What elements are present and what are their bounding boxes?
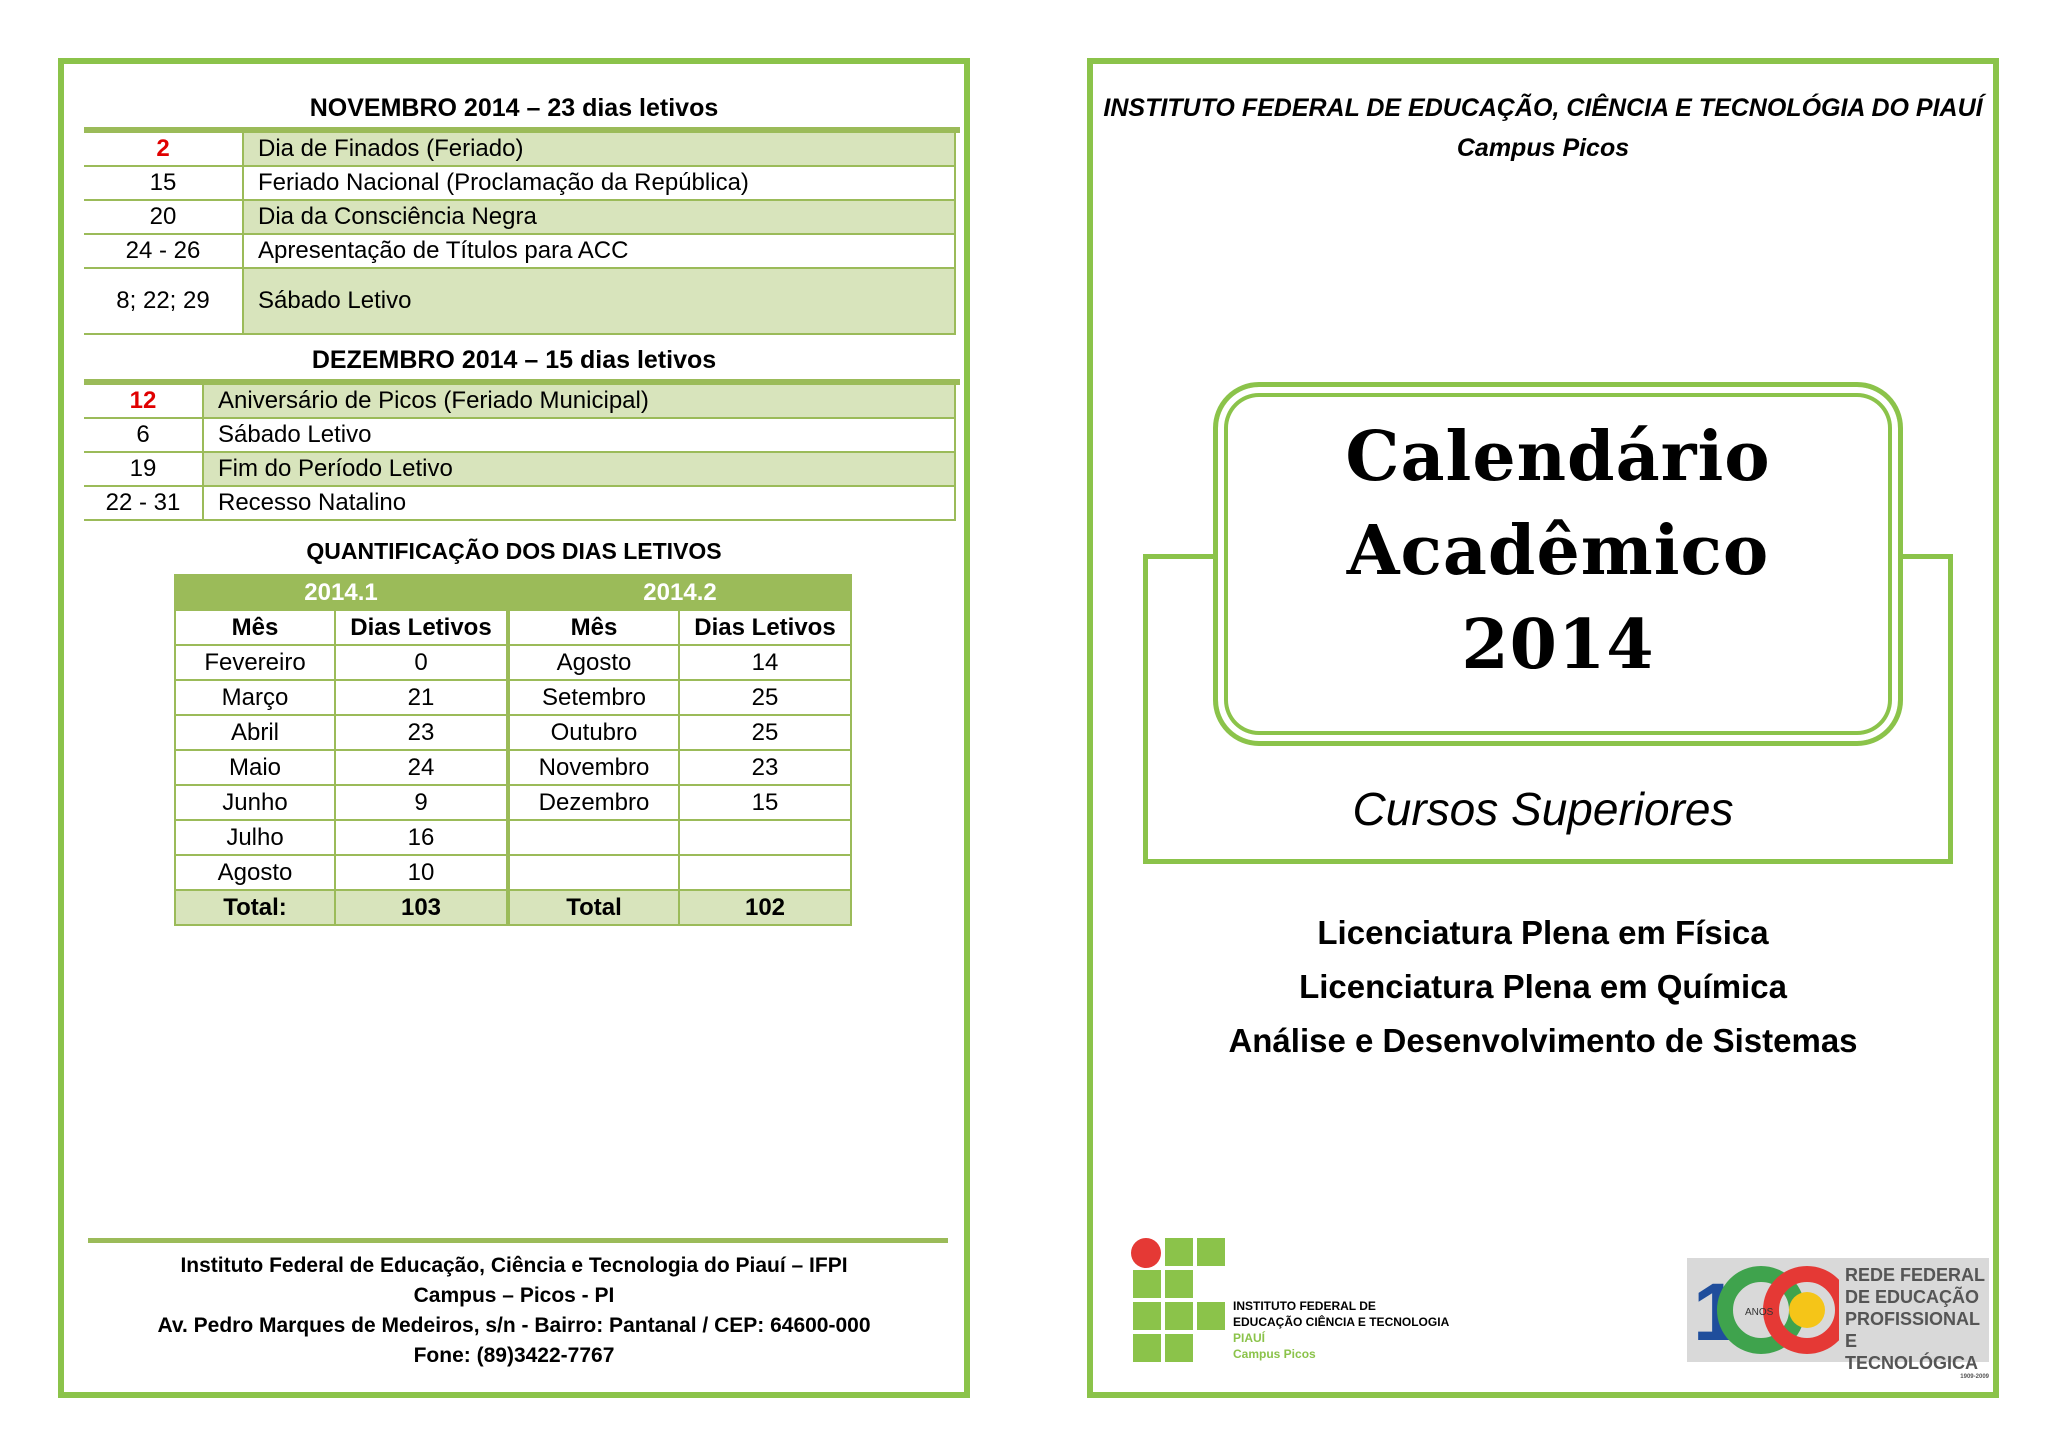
- table-row: [175, 820, 851, 855]
- semester-2-header: 2014.2: [508, 575, 851, 610]
- column-header-month: Mês: [175, 610, 335, 645]
- svg-text:1: 1: [1693, 1267, 1739, 1358]
- days-cell: 23: [335, 715, 508, 750]
- table-row: [175, 645, 851, 680]
- event-row: [84, 268, 955, 334]
- event-description: Dia de Finados (Feriado): [243, 133, 955, 166]
- event-row: [84, 200, 955, 234]
- month-cell: Junho: [175, 785, 335, 820]
- event-row: [84, 452, 955, 486]
- days-cell: 23: [679, 750, 851, 785]
- footer-phone: Fone: (89)3422-7767: [413, 1344, 615, 1367]
- table-row: [175, 680, 851, 715]
- event-date: 6: [84, 418, 203, 452]
- ifpi-logo-dot: [1131, 1238, 1161, 1268]
- event-date: 24 - 26: [84, 234, 243, 268]
- month-cell: Maio: [175, 750, 335, 785]
- rede-federal-text: REDE FEDERAL DE EDUCAÇÃO PROFISSIONAL E TECNOLÓGICA 1909-2009: [1845, 1265, 1989, 1380]
- column-header-days: Dias Letivos: [679, 610, 851, 645]
- title-line-2: Acadêmico: [1346, 511, 1770, 591]
- course-chemistry: Licenciatura Plena em Química: [1299, 968, 1787, 1005]
- event-date: 2: [84, 133, 243, 166]
- event-description: Sábado Letivo: [243, 268, 955, 334]
- month-cell: Dezembro: [508, 785, 679, 820]
- event-date: 20: [84, 200, 243, 234]
- event-row: [84, 486, 955, 520]
- title-line-1: Calendário: [1345, 417, 1771, 497]
- days-cell: [679, 855, 851, 890]
- event-row: [84, 418, 955, 452]
- event-row: [84, 166, 955, 200]
- total-value: 103: [335, 890, 508, 925]
- subtitle: Cursos Superiores: [1352, 783, 1734, 835]
- month-cell: Julho: [175, 820, 335, 855]
- quantification-title: QUANTIFICAÇÃO DOS DIAS LETIVOS: [306, 538, 722, 564]
- institution-name: INSTITUTO FEDERAL DE EDUCAÇÃO, CIÊNCIA E TECNOLÓGIA DO PIAUÍ: [1103, 94, 1983, 122]
- school-days-table: [174, 574, 852, 926]
- days-cell: 25: [679, 715, 851, 750]
- event-description: Apresentação de Títulos para ACC: [243, 234, 955, 268]
- ifpi-logo-text: INSTITUTO FEDERAL DE EDUCAÇÃO CIÊNCIA E TECNOLOGIA PIAUÍ Campus Picos: [1233, 1299, 1450, 1361]
- days-cell: [679, 820, 851, 855]
- month-cell: Agosto: [508, 645, 679, 680]
- footer-address: Av. Pedro Marques de Medeiros, s/n - Bairro: Pantanal / CEP: 64600-000: [157, 1314, 871, 1337]
- days-cell: 0: [335, 645, 508, 680]
- left-page: [58, 58, 970, 1398]
- days-cell: 25: [679, 680, 851, 715]
- event-row: [84, 385, 955, 418]
- rede-federal-100-anos-logo: [1687, 1258, 1989, 1380]
- table-row: [175, 715, 851, 750]
- month-cell: Setembro: [508, 680, 679, 715]
- month-cell: [508, 820, 679, 855]
- course-systems: Análise e Desenvolvimento de Sistemas: [1228, 1022, 1858, 1059]
- total-value: 102: [679, 890, 851, 925]
- month-cell: Abril: [175, 715, 335, 750]
- month-cell: Outubro: [508, 715, 679, 750]
- svg-text:ANOS: ANOS: [1745, 1307, 1774, 1318]
- footer-campus: Campus – Picos - PI: [413, 1284, 615, 1307]
- 100-anos-emblem: [1689, 1260, 1839, 1360]
- semester-1-header: 2014.1: [175, 575, 508, 610]
- month-cell: Agosto: [175, 855, 335, 890]
- column-header-month: Mês: [508, 610, 679, 645]
- days-cell: 15: [679, 785, 851, 820]
- footer-divider: [88, 1238, 948, 1243]
- november-events-table: [84, 133, 956, 335]
- right-page: [1087, 58, 1999, 1398]
- days-cell: 16: [335, 820, 508, 855]
- december-title: DEZEMBRO 2014 – 15 dias letivos: [311, 346, 717, 374]
- campus-name: Campus Picos: [1456, 134, 1630, 162]
- month-cell: Novembro: [508, 750, 679, 785]
- event-date: 15: [84, 166, 243, 200]
- event-description: Dia da Consciência Negra: [243, 200, 955, 234]
- total-label: Total:: [175, 890, 335, 925]
- event-date: 22 - 31: [84, 486, 203, 520]
- days-cell: 10: [335, 855, 508, 890]
- footer-institution: Instituto Federal de Educação, Ciência e Tecnologia do Piauí – IFPI: [180, 1254, 848, 1277]
- event-date: 12: [84, 385, 203, 418]
- title-line-3: 2014: [1461, 605, 1655, 685]
- event-description: Fim do Período Letivo: [203, 452, 955, 486]
- month-cell: Fevereiro: [175, 645, 335, 680]
- event-date: 8; 22; 29: [84, 268, 243, 334]
- days-cell: 9: [335, 785, 508, 820]
- table-row: [175, 750, 851, 785]
- days-cell: 24: [335, 750, 508, 785]
- event-description: Recesso Natalino: [203, 486, 955, 520]
- month-cell: Março: [175, 680, 335, 715]
- days-cell: 14: [679, 645, 851, 680]
- november-title: NOVEMBRO 2014 – 23 dias letivos: [309, 94, 719, 122]
- table-row: [175, 785, 851, 820]
- event-description: Aniversário de Picos (Feriado Municipal): [203, 385, 955, 418]
- event-description: Sábado Letivo: [203, 418, 955, 452]
- days-cell: 21: [335, 680, 508, 715]
- event-date: 19: [84, 452, 203, 486]
- event-row: [84, 133, 955, 166]
- column-header-days: Dias Letivos: [335, 610, 508, 645]
- month-cell: [508, 855, 679, 890]
- event-description: Feriado Nacional (Proclamação da República): [243, 166, 955, 200]
- table-row: [175, 855, 851, 890]
- course-physics: Licenciatura Plena em Física: [1317, 914, 1769, 951]
- december-events-table: [84, 385, 956, 521]
- title-box: [1213, 382, 1903, 746]
- event-row: [84, 234, 955, 268]
- total-label: Total: [508, 890, 679, 925]
